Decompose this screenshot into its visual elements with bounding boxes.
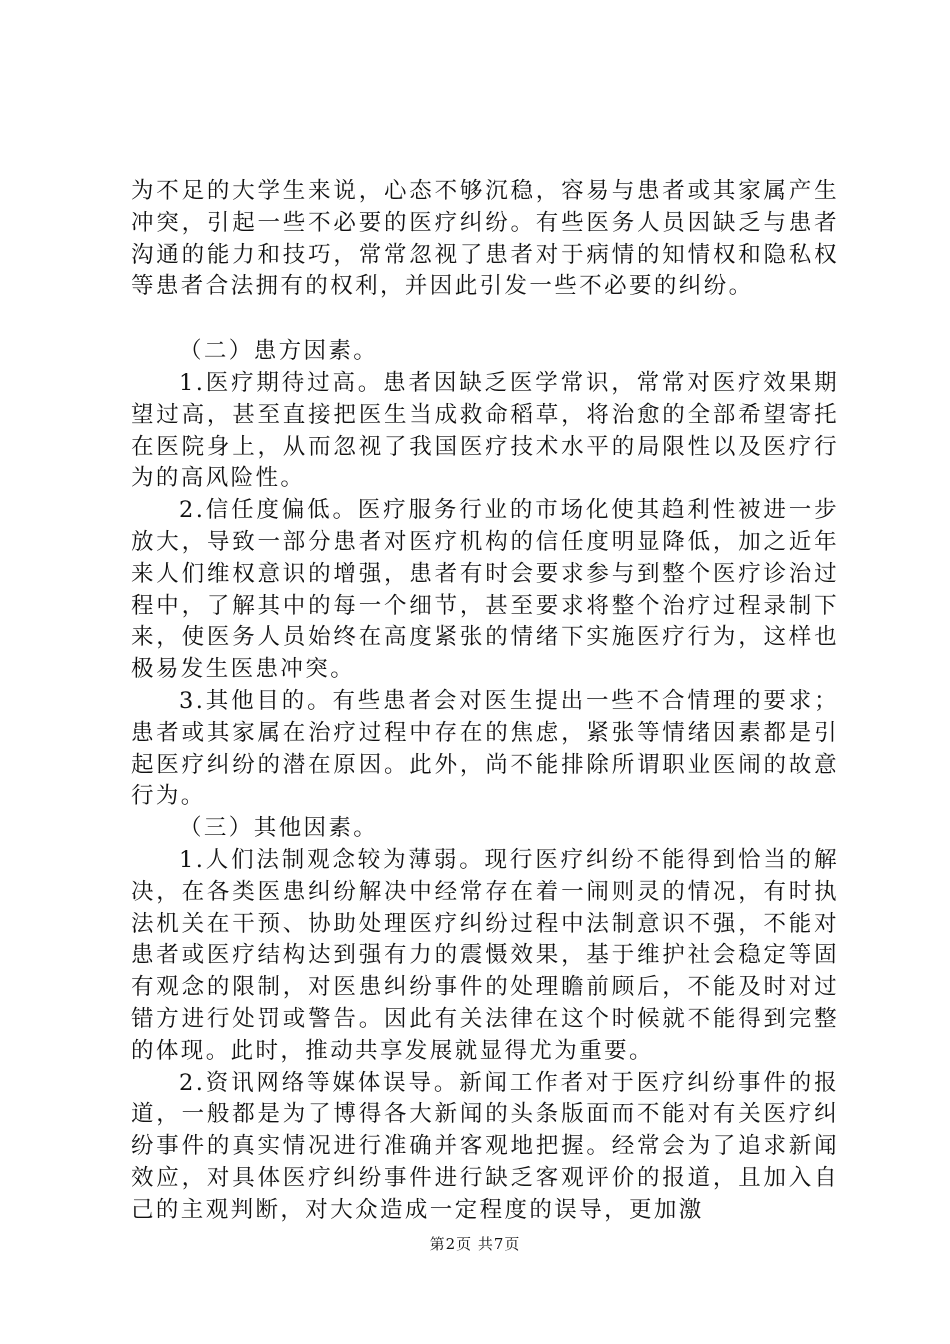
page-footer: 第2页 共7页 (429, 1235, 521, 1253)
section-heading-other-factors: （三）其他因素。 (179, 815, 379, 842)
paragraph-gap (131, 303, 839, 336)
paragraph-other-purposes: 3.其他目的。有些患者会对医生提出一些不合情理的要求；患者或其家属在治疗过程中存在的焦虑，紧张等情绪因素都是引起医疗纠纷的潜在原因。此外，尚不能排除所谓职业医闹的故意行为。 (131, 687, 839, 810)
paragraph-media-misguidance: 2.资讯网络等媒体误导。新闻工作者对于医疗纠纷事件的报道，一般都是为了博得各大新闻的头条版面而不能对有关医疗纠纷事件的真实情况进行准确并客观地把握。经常会为了追求新闻效应，对具体医疗纠纷事件进行缺乏客观评价的报道，且加入自己的主观判断，对大众造成一定程度的误导，更加激 (131, 1069, 839, 1223)
paragraph-weak-legal-awareness: 1.人们法制观念较为薄弱。现行医疗纠纷不能得到恰当的解决，在各类医患纠纷解决中经常存在着一闹则灵的情况，有时执法机关在干预、协助处理医疗纠纷过程中法制意识不强，不能对患者或医疗结构达到强有力的震慑效果，基于维护社会稳定等固有观念的限制，对医患纠纷事件的处理瞻前顾后，不能及时对过错方进行处罚或警告。因此有关法律在这个时候就不能得到完整的体现。此时，推动共享发展就显得尤为重要。 (131, 846, 839, 1064)
paragraph-low-trust: 2.信任度偏低。医疗服务行业的市场化使其趋利性被进一步放大，导致一部分患者对医疗机构的信任度明显降低，加之近年来人们维权意识的增强，患者有时会要求参与到整个医疗诊治过程中，了解其中的每一个细节，甚至要求将整个治疗过程录制下来，使医务人员始终在高度紧张的情绪下实施医疗行为，这样也极易发生医患冲突。 (131, 497, 839, 683)
document-body (131, 176, 839, 1227)
section-heading-patient-factors: （二）患方因素。 (179, 338, 379, 365)
paragraph-intro: 为不足的大学生来说，心态不够沉稳，容易与患者或其家属产生冲突，引起一些不必要的医疗纠纷。有些医务人员因缺乏与患者沟通的能力和技巧，常常忽视了患者对于病情的知情权和隐私权等患者合法拥有的权利，并因此引发一些不必要的纠纷。 (131, 178, 839, 300)
paragraph-high-expectations: 1.医疗期待过高。患者因缺乏医学常识，常常对医疗效果期望过高，甚至直接把医生当成救命稻草，将治愈的全部希望寄托在医院身上，从而忽视了我国医疗技术水平的局限性以及医疗行为的高风险性。 (131, 369, 839, 492)
